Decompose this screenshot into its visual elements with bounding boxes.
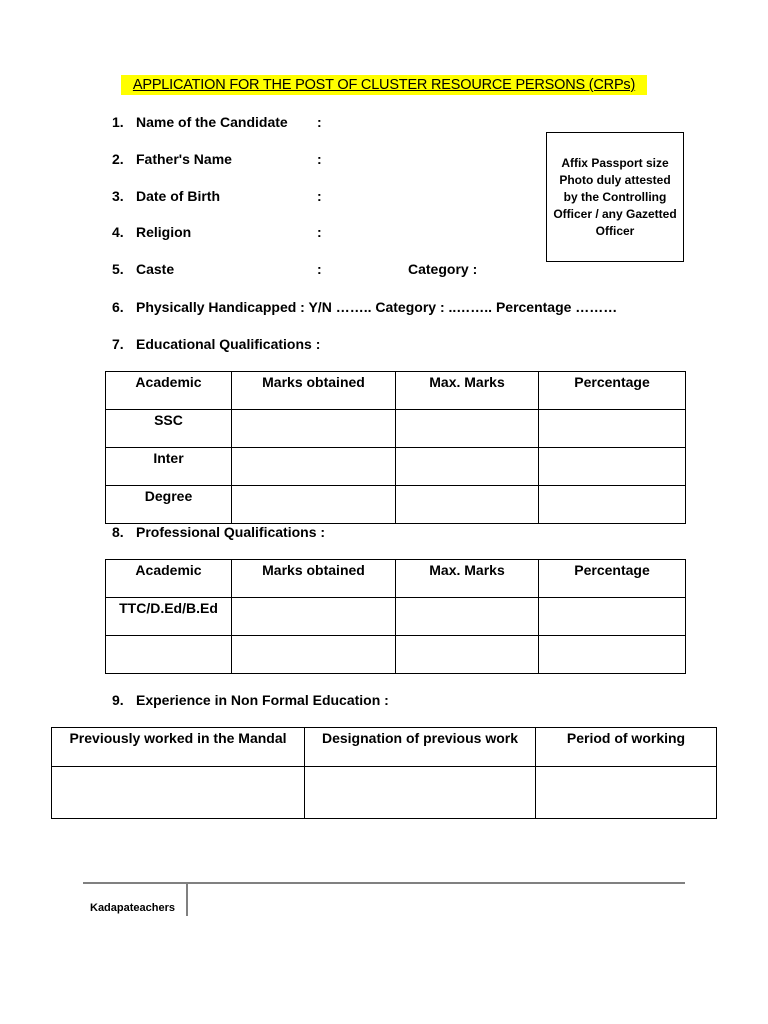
field-category-label: Category : <box>408 261 478 277</box>
row-label-cell: SSC <box>106 410 232 448</box>
marks-obtained-cell[interactable] <box>232 410 396 448</box>
row-label-cell: TTC/D.Ed/B.Ed <box>106 598 232 636</box>
field-colon: : <box>317 261 322 277</box>
table-header-row <box>106 372 686 410</box>
percentage-cell[interactable] <box>539 448 686 486</box>
percentage-cell[interactable] <box>539 486 686 524</box>
field-physically-handicapped <box>112 297 617 317</box>
field-number: 1. <box>112 114 124 130</box>
field-number: 4. <box>112 224 124 240</box>
field-number: 3. <box>112 188 124 204</box>
field-colon: : <box>317 188 322 204</box>
table-row <box>106 448 686 486</box>
photo-box <box>546 132 684 262</box>
row-label-cell: Inter <box>106 448 232 486</box>
header-cell: Academic <box>106 560 232 598</box>
max-marks-cell[interactable] <box>396 448 539 486</box>
header-cell: Marks obtained <box>232 372 396 410</box>
max-marks-cell[interactable] <box>396 486 539 524</box>
percentage-cell[interactable] <box>539 410 686 448</box>
footer-rule <box>83 882 685 884</box>
table-row <box>52 767 717 819</box>
table-header-row <box>106 560 686 598</box>
table-row <box>106 410 686 448</box>
photo-box-text: Affix Passport size Photo duly attested by the Controlling Officer / any Gazetted Officer <box>553 155 677 238</box>
field-label: Date of Birth <box>136 188 220 204</box>
row-label-cell: Degree <box>106 486 232 524</box>
marks-obtained-cell[interactable] <box>232 598 396 636</box>
field-candidate-name <box>112 112 322 132</box>
header-cell: Previously worked in the Mandal <box>52 728 305 767</box>
max-marks-cell[interactable] <box>396 636 539 674</box>
field-colon: : <box>317 114 322 130</box>
field-colon: : <box>317 151 322 167</box>
header-cell: Marks obtained <box>232 560 396 598</box>
section-educational-qualifications <box>112 334 320 354</box>
field-label: Caste <box>136 261 175 277</box>
percentage-cell[interactable] <box>539 636 686 674</box>
marks-obtained-cell[interactable] <box>232 486 396 524</box>
marks-obtained-cell[interactable] <box>232 636 396 674</box>
section-number: 7. <box>112 336 124 352</box>
field-date-of-birth <box>112 186 322 206</box>
field-number: 6. <box>112 299 124 315</box>
experience-table <box>51 727 717 819</box>
percentage-cell[interactable] <box>539 598 686 636</box>
table-row <box>106 636 686 674</box>
table-header-row <box>52 728 717 767</box>
field-label: Name of the Candidate <box>136 114 288 130</box>
field-colon: : <box>317 224 322 240</box>
mandal-cell[interactable] <box>52 767 305 819</box>
education-table <box>105 371 686 524</box>
max-marks-cell[interactable] <box>396 410 539 448</box>
period-cell[interactable] <box>536 767 717 819</box>
section-professional-qualifications <box>112 522 325 542</box>
field-label: Physically Handicapped : Y/N …….. Category : ..…….. Percentage ……… <box>136 299 618 315</box>
section-number: 9. <box>112 692 124 708</box>
designation-cell[interactable] <box>305 767 536 819</box>
header-cell: Max. Marks <box>396 372 539 410</box>
max-marks-cell[interactable] <box>396 598 539 636</box>
field-label: Religion <box>136 224 192 240</box>
table-row <box>106 486 686 524</box>
footer-divider <box>186 884 188 916</box>
section-number: 8. <box>112 524 124 540</box>
header-cell: Academic <box>106 372 232 410</box>
header-cell: Period of working <box>536 728 717 767</box>
header-cell: Percentage <box>539 560 686 598</box>
field-caste <box>112 259 478 279</box>
field-fathers-name <box>112 149 322 169</box>
section-label: Professional Qualifications : <box>136 524 326 540</box>
field-religion <box>112 222 322 242</box>
professional-table <box>105 559 686 674</box>
section-label: Experience in Non Formal Education : <box>136 692 389 708</box>
field-number: 2. <box>112 151 124 167</box>
section-label: Educational Qualifications : <box>136 336 321 352</box>
table-row <box>106 598 686 636</box>
row-label-cell[interactable] <box>106 636 232 674</box>
header-cell: Percentage <box>539 372 686 410</box>
header-cell: Max. Marks <box>396 560 539 598</box>
marks-obtained-cell[interactable] <box>232 448 396 486</box>
section-experience <box>112 690 389 710</box>
footer-text: Kadapateachers <box>90 902 175 914</box>
field-label: Father's Name <box>136 151 232 167</box>
field-number: 5. <box>112 261 124 277</box>
form-title: APPLICATION FOR THE POST OF CLUSTER RESOURCE PERSONS (CRPs) <box>121 75 647 95</box>
header-cell: Designation of previous work <box>305 728 536 767</box>
